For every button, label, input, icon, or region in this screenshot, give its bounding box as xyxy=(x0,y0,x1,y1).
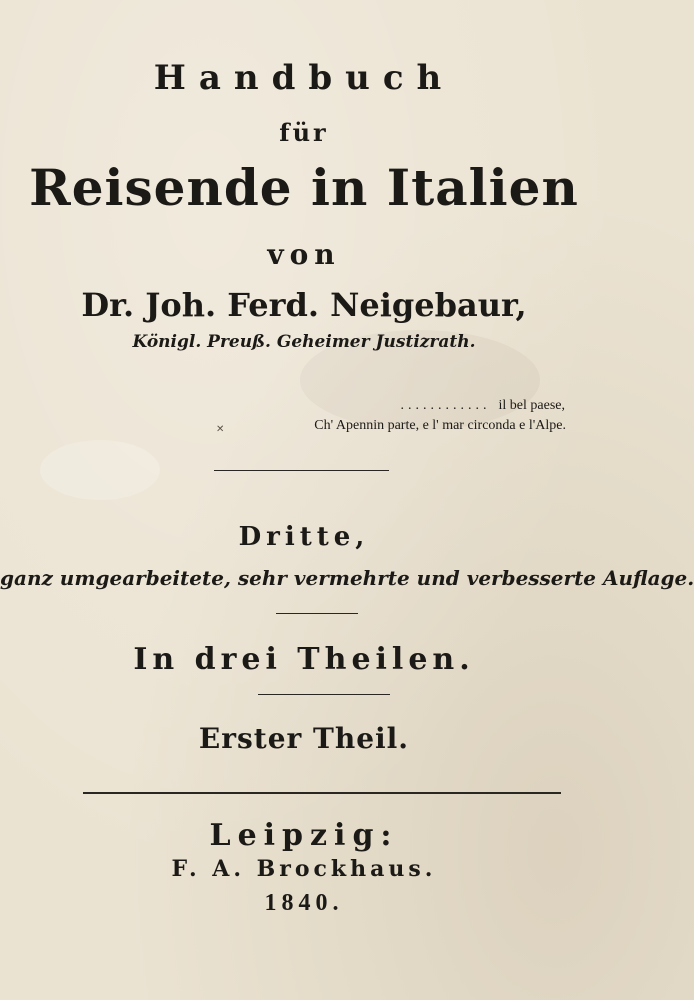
epigraph-dots: ............ xyxy=(400,398,491,413)
divider-rule xyxy=(276,613,358,614)
imprint-rule xyxy=(83,792,561,794)
divider-rule xyxy=(258,694,390,695)
imprint-publisher: F. A. Brockhaus. xyxy=(171,856,437,882)
main-title: Reisende in Italien xyxy=(29,158,579,217)
volume-label: Erster Theil. xyxy=(198,722,410,755)
epigraph-text-1: il bel paese, xyxy=(498,398,565,413)
epigraph-line-2: Ch' Apennin parte, e l' mar circonda e l'Alpe. xyxy=(314,418,566,433)
edition-number: Dritte, xyxy=(238,522,370,552)
author-title: Königl. Preuß. Geheimer Justizrath. xyxy=(132,332,476,352)
divider-rule xyxy=(214,470,389,471)
epigraph-line-1 xyxy=(0,398,565,414)
heading-fuer: für xyxy=(279,118,329,147)
author-name: Dr. Joh. Ferd. Neigebaur, xyxy=(81,286,527,324)
edition-description: ganz umgearbeitete, sehr vermehrte und verbesserte Auflage. xyxy=(0,566,694,590)
parts-count: In drei Theilen. xyxy=(133,642,475,677)
by-line: von xyxy=(267,238,341,271)
imprint-year: 1840. xyxy=(264,890,344,916)
heading-handbuch: Handbuch xyxy=(153,58,455,98)
paper-stain xyxy=(40,440,160,500)
ink-mark-icon: ✕ xyxy=(216,424,225,435)
imprint-place: Leipzig: xyxy=(209,818,399,853)
